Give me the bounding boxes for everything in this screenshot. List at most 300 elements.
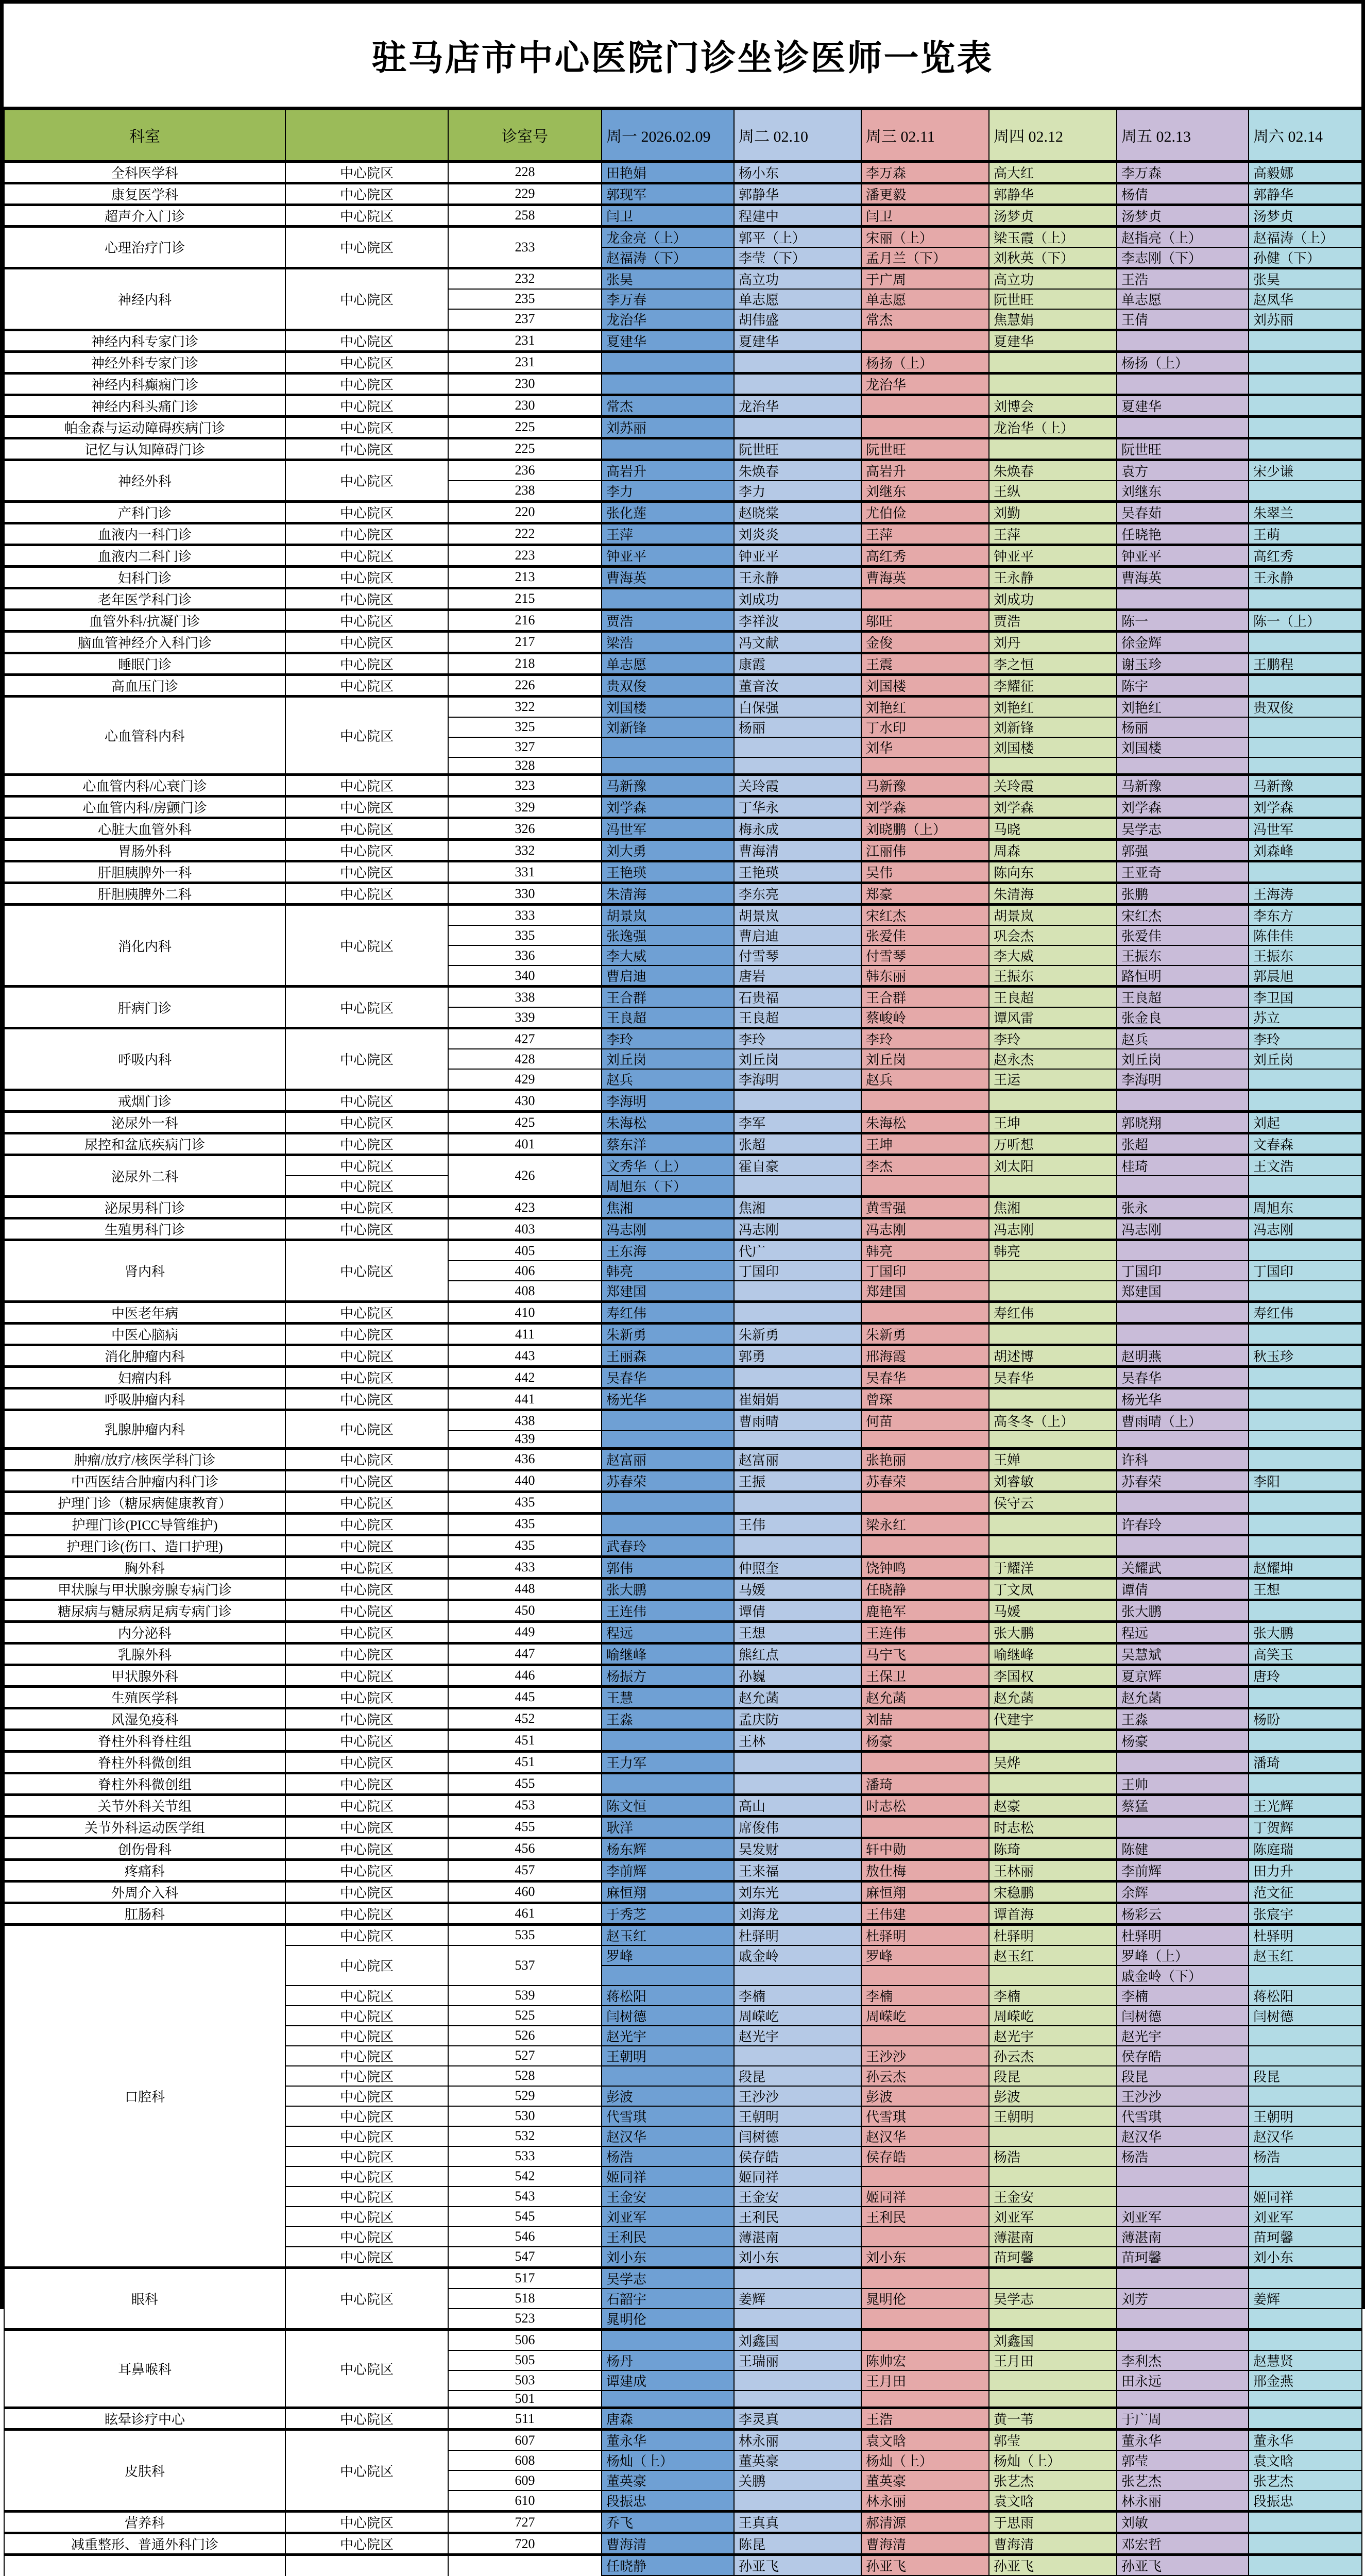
doctor-schedule-cell: 李海明 xyxy=(1117,1069,1249,1090)
campus-cell: 中心院区 xyxy=(285,1155,448,1176)
doctor-schedule-cell: 刘华 xyxy=(861,737,989,757)
table-row xyxy=(4,609,1362,631)
campus-cell: 中心院区 xyxy=(285,1302,448,1324)
doctor-schedule-cell xyxy=(1249,438,1362,460)
doctor-schedule-cell xyxy=(1249,2555,1362,2576)
doctor-schedule-cell: 董英豪 xyxy=(602,2470,734,2490)
campus-cell: 中心院区 xyxy=(285,566,448,588)
campus-cell: 中心院区 xyxy=(285,1388,448,1410)
doctor-schedule-cell: 朱翠兰 xyxy=(1249,501,1362,523)
doctor-schedule-cell: 张逸强 xyxy=(602,925,734,945)
room-number-cell: 335 xyxy=(448,925,602,945)
doctor-schedule-cell: 谭首海 xyxy=(989,1903,1117,1924)
doctor-schedule-cell: 王萍 xyxy=(602,523,734,545)
table-row xyxy=(4,1773,1362,1794)
doctor-schedule-cell: 董英豪 xyxy=(734,2450,861,2470)
doctor-schedule-cell: 薄湛南 xyxy=(1117,2227,1249,2247)
doctor-schedule-cell: 段昆 xyxy=(1117,2066,1249,2086)
doctor-schedule-cell: 唐玲 xyxy=(1249,1665,1362,1686)
doctor-schedule-cell: 王帅 xyxy=(1117,1773,1249,1794)
doctor-schedule-cell: 胡景岚 xyxy=(734,905,861,926)
doctor-schedule-cell: 程建中 xyxy=(734,205,861,226)
table-row xyxy=(4,1448,1362,1470)
doctor-schedule-cell xyxy=(989,2391,1117,2408)
doctor-schedule-cell: 赵允菡 xyxy=(861,1686,989,1708)
doctor-schedule-cell: 关玲霞 xyxy=(734,775,861,796)
doctor-schedule-cell: 姜辉 xyxy=(734,2289,861,2309)
doctor-schedule-cell: 朱海松 xyxy=(602,1112,734,1133)
room-number-cell: 326 xyxy=(448,818,602,840)
doctor-schedule-cell xyxy=(989,1324,1117,1345)
doctor-schedule-cell xyxy=(734,1431,861,1448)
campus-cell: 中心院区 xyxy=(285,2187,448,2207)
campus-cell: 中心院区 xyxy=(285,501,448,523)
room-number-cell: 441 xyxy=(448,1388,602,1410)
doctor-schedule-cell: 邓宏哲 xyxy=(1117,2533,1249,2555)
doctor-schedule-cell: 赵光宇 xyxy=(602,2026,734,2046)
doctor-schedule-cell: 刘丘岗 xyxy=(1249,1049,1362,1069)
room-number-cell: 455 xyxy=(448,1816,602,1838)
doctor-schedule-cell: 王淼 xyxy=(1117,1708,1249,1730)
doctor-schedule-cell xyxy=(1117,416,1249,438)
doctor-schedule-cell xyxy=(1117,1431,1249,1448)
doctor-schedule-cell: 袁文晗 xyxy=(861,2430,989,2451)
doctor-schedule-cell: 冯志刚 xyxy=(602,1218,734,1240)
doctor-schedule-cell: 王振东 xyxy=(989,965,1117,987)
department-cell: 肝胆胰脾外一科 xyxy=(4,861,285,883)
doctor-schedule-cell xyxy=(602,1730,734,1751)
doctor-schedule-cell: 陈宇 xyxy=(1117,674,1249,696)
table-row xyxy=(4,330,1362,351)
doctor-schedule-cell: 宋红杰 xyxy=(1117,905,1249,926)
doctor-schedule-cell: 李前辉 xyxy=(602,1859,734,1881)
doctor-schedule-cell: 晁明伦 xyxy=(861,2289,989,2309)
doctor-schedule-cell: 戚金岭 xyxy=(734,1945,861,1965)
doctor-schedule-cell: 吴春华 xyxy=(989,1367,1117,1388)
doctor-schedule-cell: 刘继东 xyxy=(861,481,989,502)
campus-cell xyxy=(285,2555,448,2576)
doctor-schedule-cell: 郑建国 xyxy=(861,1281,989,1302)
table-row xyxy=(4,268,1362,289)
doctor-schedule-cell xyxy=(861,2309,989,2330)
department-cell: 耳鼻喉科 xyxy=(4,2329,285,2408)
doctor-schedule-cell xyxy=(989,757,1117,775)
doctor-schedule-cell: 段昆 xyxy=(734,2066,861,2086)
doctor-schedule-cell: 刘亚军 xyxy=(602,2207,734,2227)
doctor-schedule-cell: 高立功 xyxy=(734,268,861,289)
doctor-schedule-cell: 陈庭瑞 xyxy=(1249,1838,1362,1859)
doctor-schedule-cell: 侯守云 xyxy=(989,1492,1117,1513)
department-cell: 眩晕诊疗中心 xyxy=(4,2408,285,2430)
doctor-schedule-cell: 杨扬（上） xyxy=(1117,351,1249,373)
doctor-schedule-cell xyxy=(602,2575,734,2576)
department-cell: 心理治疗门诊 xyxy=(4,226,285,268)
doctor-schedule-cell xyxy=(734,2370,861,2391)
campus-cell: 中心院区 xyxy=(285,987,448,1028)
room-number-cell: 332 xyxy=(448,840,602,861)
doctor-schedule-cell: 曹雨晴（上） xyxy=(1117,1410,1249,1431)
doctor-schedule-cell xyxy=(1249,717,1362,737)
campus-cell: 中心院区 xyxy=(285,1816,448,1838)
doctor-schedule-cell: 陈文恒 xyxy=(602,1794,734,1816)
doctor-schedule-cell: 麻恒翔 xyxy=(861,1881,989,1903)
doctor-schedule-cell: 夏京辉 xyxy=(1117,1665,1249,1686)
doctor-schedule-cell: 付雪琴 xyxy=(734,945,861,965)
doctor-schedule-cell: 任晓静 xyxy=(602,2555,734,2576)
campus-cell: 中心院区 xyxy=(285,1881,448,1903)
doctor-schedule-cell: 梁永红 xyxy=(861,1513,989,1535)
doctor-schedule-cell: 宋红杰 xyxy=(861,905,989,926)
room-number-cell: 401 xyxy=(448,1133,602,1155)
doctor-schedule-cell: 刘艳红 xyxy=(989,696,1117,717)
doctor-schedule-cell: 郭伟 xyxy=(602,1556,734,1578)
doctor-schedule-cell: 赵汉华 xyxy=(861,2126,989,2146)
campus-cell: 中心院区 xyxy=(285,588,448,609)
doctor-schedule-cell: 杜驿明 xyxy=(1249,1924,1362,1945)
doctor-schedule-cell: 王良超 xyxy=(602,1007,734,1028)
room-number-cell: 505 xyxy=(448,2350,602,2370)
doctor-schedule-cell: 唐岩 xyxy=(734,965,861,987)
doctor-schedule-cell: 喻继峰 xyxy=(989,1643,1117,1665)
campus-cell: 中心院区 xyxy=(285,1240,448,1302)
doctor-schedule-cell: 薄湛南 xyxy=(989,2227,1117,2247)
doctor-schedule-cell xyxy=(861,2575,989,2576)
table-row xyxy=(4,395,1362,416)
room-number-cell: 408 xyxy=(448,1281,602,1302)
department-cell: 血液内一科门诊 xyxy=(4,523,285,545)
doctor-schedule-cell: 朱焕春 xyxy=(989,460,1117,481)
doctor-schedule-cell: 马新豫 xyxy=(602,775,734,796)
campus-cell: 中心院区 xyxy=(285,1410,448,1449)
doctor-schedule-cell: 李玲 xyxy=(1249,1028,1362,1049)
doctor-schedule-cell: 张艺杰 xyxy=(1249,2470,1362,2490)
department-cell: 帕金森与运动障碍疾病门诊 xyxy=(4,416,285,438)
doctor-schedule-cell: 刘晓鹏（上） xyxy=(861,818,989,840)
doctor-schedule-cell xyxy=(1249,1965,1362,1986)
doctor-schedule-cell: 于思雨 xyxy=(989,2512,1117,2533)
doctor-schedule-cell: 刘学森 xyxy=(989,796,1117,818)
table-row xyxy=(4,1794,1362,1816)
doctor-schedule-cell: 张爱佳 xyxy=(861,925,989,945)
room-number-cell: 542 xyxy=(448,2166,602,2187)
department-cell: 疼痛科 xyxy=(4,1859,285,1881)
doctor-schedule-cell xyxy=(1117,1302,1249,1324)
doctor-schedule-cell: 王合群 xyxy=(602,987,734,1008)
doctor-schedule-cell xyxy=(1249,1535,1362,1556)
department-cell: 创伤骨科 xyxy=(4,1838,285,1859)
doctor-schedule-cell: 曹海清 xyxy=(989,2533,1117,2555)
doctor-schedule-cell: 李楠 xyxy=(1117,1986,1249,2006)
doctor-schedule-cell: 李大威 xyxy=(602,945,734,965)
campus-cell: 中心院区 xyxy=(285,1492,448,1513)
doctor-schedule-cell: 蔡猛 xyxy=(1117,1794,1249,1816)
doctor-schedule-cell: 李东方 xyxy=(1249,905,1362,926)
room-number-cell: 539 xyxy=(448,1986,602,2006)
doctor-schedule-cell: 李国权 xyxy=(989,1665,1117,1686)
doctor-schedule-cell: 寿红伟 xyxy=(989,1302,1117,1324)
table-row xyxy=(4,818,1362,840)
doctor-schedule-cell: 王金安 xyxy=(602,2187,734,2207)
campus-cell: 中心院区 xyxy=(285,1665,448,1686)
doctor-schedule-cell: 席俊伟 xyxy=(734,1816,861,1838)
doctor-schedule-cell: 丁贺辉 xyxy=(1249,1816,1362,1838)
doctor-schedule-cell: 赵指亮（上） xyxy=(1117,226,1249,247)
doctor-schedule-cell xyxy=(1117,1816,1249,1838)
doctor-schedule-cell: 周嵘屹 xyxy=(861,2006,989,2026)
department-cell: 超声介入门诊 xyxy=(4,205,285,226)
campus-cell: 中心院区 xyxy=(285,2066,448,2086)
doctor-schedule-cell: 潘琦 xyxy=(1249,1751,1362,1773)
department-cell: 中医老年病 xyxy=(4,1302,285,1324)
doctor-schedule-cell: 周旭东 xyxy=(1249,1197,1362,1218)
doctor-schedule-cell: 韩东丽 xyxy=(861,965,989,987)
campus-cell: 中心院区 xyxy=(285,1986,448,2006)
table-row xyxy=(4,775,1362,796)
doctor-schedule-cell: 蒋松阳 xyxy=(602,1986,734,2006)
doctor-schedule-cell: 谭风雷 xyxy=(989,1007,1117,1028)
doctor-schedule-cell: 刘森峰 xyxy=(1249,840,1362,861)
doctor-schedule-cell xyxy=(1117,1492,1249,1513)
table-row xyxy=(4,1112,1362,1133)
doctor-schedule-cell xyxy=(1117,757,1249,775)
doctor-schedule-cell: 王萌 xyxy=(1249,523,1362,545)
doctor-schedule-cell: 高山 xyxy=(734,1794,861,1816)
doctor-schedule-cell: 韩亮 xyxy=(861,1240,989,1261)
doctor-schedule-cell: 胡伟盛 xyxy=(734,309,861,330)
doctor-schedule-cell: 张化莲 xyxy=(602,501,734,523)
room-number-cell: 322 xyxy=(448,696,602,717)
doctor-schedule-cell: 轩中勋 xyxy=(861,1838,989,1859)
doctor-schedule-cell: 林永丽 xyxy=(861,2490,989,2512)
doctor-schedule-cell: 朱新勇 xyxy=(602,1324,734,1345)
doctor-schedule-cell: 于耀洋 xyxy=(989,1556,1117,1578)
doctor-schedule-cell: 王金安 xyxy=(989,2187,1117,2207)
doctor-schedule-cell: 何苗 xyxy=(861,1410,989,1431)
room-number-cell: 511 xyxy=(448,2408,602,2430)
doctor-schedule-cell: 崔娟娟 xyxy=(734,1388,861,1410)
doctor-schedule-cell: 李万森 xyxy=(1117,161,1249,183)
doctor-schedule-cell xyxy=(861,330,989,351)
doctor-schedule-cell: 金俊 xyxy=(861,631,989,653)
room-number-cell: 443 xyxy=(448,1345,602,1367)
doctor-schedule-cell xyxy=(602,2066,734,2086)
doctor-schedule-cell xyxy=(734,1965,861,1986)
doctor-schedule-cell: 吴伟 xyxy=(861,861,989,883)
doctor-schedule-cell: 王艳瑛 xyxy=(734,861,861,883)
doctor-schedule-cell xyxy=(1249,1410,1362,1431)
doctor-schedule-cell xyxy=(602,1492,734,1513)
doctor-schedule-cell: 高毅娜 xyxy=(1249,161,1362,183)
doctor-schedule-cell xyxy=(602,1773,734,1794)
campus-cell: 中心院区 xyxy=(285,840,448,861)
doctor-schedule-cell: 孙亚飞 xyxy=(989,2555,1117,2576)
doctor-schedule-cell xyxy=(602,1965,734,1986)
table-row xyxy=(4,1028,1362,1049)
doctor-schedule-cell: 王连伟 xyxy=(602,1600,734,1621)
department-cell: 关节外科关节组 xyxy=(4,1794,285,1816)
doctor-schedule-cell: 孙云杰 xyxy=(861,2066,989,2086)
doctor-schedule-cell: 时志松 xyxy=(989,1816,1117,1838)
doctor-schedule-cell: 王振 xyxy=(734,1470,861,1492)
doctor-schedule-cell: 单志愿 xyxy=(734,289,861,309)
room-number-cell: 236 xyxy=(448,460,602,481)
doctor-schedule-cell: 李灵真 xyxy=(734,2408,861,2430)
doctor-schedule-cell: 许科 xyxy=(1117,1448,1249,1470)
doctor-schedule-cell: 王淼 xyxy=(602,1708,734,1730)
doctor-schedule-cell: 宋丽（上） xyxy=(861,226,989,247)
room-number-cell: 428 xyxy=(448,1049,602,1069)
doctor-schedule-cell: 程远 xyxy=(1117,1621,1249,1643)
doctor-schedule-cell: 胡景岚 xyxy=(602,905,734,926)
department-cell: 血液内二科门诊 xyxy=(4,545,285,566)
doctor-schedule-cell: 赵永杰 xyxy=(989,1049,1117,1069)
doctor-schedule-cell: 曾琛 xyxy=(861,1388,989,1410)
department-cell: 老年医学科门诊 xyxy=(4,588,285,609)
table-row xyxy=(4,1816,1362,1838)
doctor-schedule-cell: 饶钟鸣 xyxy=(861,1556,989,1578)
room-number-cell: 455 xyxy=(448,1773,602,1794)
table-row xyxy=(4,1492,1362,1513)
doctor-schedule-cell: 林永丽 xyxy=(734,2430,861,2451)
doctor-schedule-cell: 朱清海 xyxy=(602,883,734,905)
table-row xyxy=(4,416,1362,438)
doctor-schedule-cell: 刘小东 xyxy=(861,2247,989,2268)
campus-cell: 中心院区 xyxy=(285,373,448,395)
campus-cell: 中心院区 xyxy=(285,861,448,883)
doctor-schedule-cell: 宋稳鹏 xyxy=(989,1881,1117,1903)
room-number-cell: 327 xyxy=(448,737,602,757)
doctor-schedule-cell xyxy=(734,2267,861,2289)
doctor-schedule-cell: 杨灿（上） xyxy=(989,2450,1117,2470)
table-row xyxy=(4,1686,1362,1708)
campus-cell: 中心院区 xyxy=(285,330,448,351)
doctor-schedule-cell: 蔡峻岭 xyxy=(861,1007,989,1028)
doctor-schedule-cell xyxy=(734,351,861,373)
doctor-schedule-cell: 梁浩 xyxy=(602,631,734,653)
doctor-schedule-cell: 赵豪 xyxy=(989,1794,1117,1816)
doctor-schedule-cell xyxy=(602,351,734,373)
doctor-schedule-cell: 赵汉华 xyxy=(1249,2126,1362,2146)
doctor-schedule-cell: 石韶宇 xyxy=(602,2289,734,2309)
doctor-schedule-cell: 刘国楼 xyxy=(1117,737,1249,757)
doctor-schedule-cell: 郑建国 xyxy=(602,1281,734,1302)
doctor-schedule-cell xyxy=(989,2575,1117,2576)
room-number-cell: 532 xyxy=(448,2126,602,2146)
doctor-schedule-cell: 李万森 xyxy=(861,161,989,183)
table-row xyxy=(4,1324,1362,1345)
table-row xyxy=(4,588,1362,609)
doctor-schedule-cell: 杨丹 xyxy=(602,2350,734,2370)
doctor-schedule-cell: 代广 xyxy=(734,1240,861,1261)
table-row xyxy=(4,1859,1362,1881)
doctor-schedule-cell: 冯志刚 xyxy=(734,1218,861,1240)
doctor-schedule-cell: 文秀华（上） xyxy=(602,1155,734,1176)
doctor-schedule-cell xyxy=(1249,1176,1362,1197)
doctor-schedule-cell: 彭波 xyxy=(989,2086,1117,2106)
header-wednesday: 周三 02.11 xyxy=(861,110,989,161)
doctor-schedule-cell: 王真真 xyxy=(734,2512,861,2533)
department-cell: 内分泌科 xyxy=(4,1621,285,1643)
doctor-schedule-cell: 李楠 xyxy=(989,1986,1117,2006)
doctor-schedule-cell: 王光辉 xyxy=(1249,1794,1362,1816)
doctor-schedule-cell: 闫卫 xyxy=(602,205,734,226)
table-row xyxy=(4,1751,1362,1773)
department-cell: 血管外科/抗凝门诊 xyxy=(4,609,285,631)
doctor-schedule-cell: 龙治华 xyxy=(602,309,734,330)
doctor-schedule-cell xyxy=(1249,1513,1362,1535)
doctor-schedule-cell: 夏建华 xyxy=(602,330,734,351)
table-row xyxy=(4,1578,1362,1600)
department-cell: 神经内科专家门诊 xyxy=(4,330,285,351)
doctor-schedule-cell: 蒋松阳 xyxy=(1249,1986,1362,2006)
doctor-schedule-cell: 汤梦贞 xyxy=(1117,205,1249,226)
doctor-schedule-cell: 刘成功 xyxy=(734,588,861,609)
doctor-schedule-cell: 曹雨晴 xyxy=(734,1410,861,1431)
doctor-schedule-cell: 马新豫 xyxy=(1117,775,1249,796)
room-number-cell: 427 xyxy=(448,1028,602,1049)
campus-cell: 中心院区 xyxy=(285,1621,448,1643)
room-number-cell: 230 xyxy=(448,395,602,416)
doctor-schedule-cell xyxy=(989,1513,1117,1535)
doctor-schedule-cell: 耿洋 xyxy=(602,1816,734,1838)
doctor-schedule-cell xyxy=(1249,861,1362,883)
campus-cell: 中心院区 xyxy=(285,2086,448,2106)
doctor-schedule-cell: 王力军 xyxy=(602,1751,734,1773)
doctor-schedule-cell xyxy=(861,2329,989,2350)
doctor-schedule-cell: 李力 xyxy=(734,481,861,502)
campus-cell: 中心院区 xyxy=(285,1578,448,1600)
doctor-schedule-cell: 刘苏丽 xyxy=(1249,309,1362,330)
campus-cell: 中心院区 xyxy=(285,351,448,373)
room-number-cell: 423 xyxy=(448,1197,602,1218)
doctor-schedule-cell: 王月田 xyxy=(861,2370,989,2391)
doctor-schedule-cell: 李东亮 xyxy=(734,883,861,905)
table-row xyxy=(4,1556,1362,1578)
doctor-schedule-cell xyxy=(1249,1281,1362,1302)
doctor-schedule-cell: 苗珂馨 xyxy=(989,2247,1117,2268)
room-number-cell: 237 xyxy=(448,309,602,330)
doctor-schedule-cell xyxy=(602,2329,734,2350)
table-row xyxy=(4,1924,1362,1945)
campus-cell: 中心院区 xyxy=(285,696,448,775)
department-cell: 尿控和盆底疾病门诊 xyxy=(4,1133,285,1155)
doctor-schedule-cell xyxy=(861,1535,989,1556)
campus-cell: 中心院区 xyxy=(285,1448,448,1470)
doctor-schedule-cell: 朱清海 xyxy=(989,883,1117,905)
doctor-schedule-cell xyxy=(734,2575,861,2576)
doctor-schedule-cell: 姬同祥 xyxy=(861,2187,989,2207)
doctor-schedule-cell: 乔飞 xyxy=(602,2512,734,2533)
doctor-schedule-cell xyxy=(734,2391,861,2408)
campus-cell: 中心院区 xyxy=(285,2207,448,2227)
doctor-schedule-cell: 刘成功 xyxy=(989,588,1117,609)
doctor-schedule-cell: 汤梦贞 xyxy=(1249,205,1362,226)
doctor-schedule-cell: 杨浩 xyxy=(1117,2146,1249,2166)
room-number-cell: 610 xyxy=(448,2490,602,2512)
department-cell: 胸外科 xyxy=(4,1556,285,1578)
room-number-cell: 340 xyxy=(448,965,602,987)
doctor-schedule-cell xyxy=(734,1773,861,1794)
doctor-schedule-cell: 郭平（上） xyxy=(734,226,861,247)
doctor-schedule-cell: 冯志刚 xyxy=(989,1218,1117,1240)
doctor-schedule-cell: 王婵 xyxy=(989,1448,1117,1470)
room-number-cell: 226 xyxy=(448,674,602,696)
department-cell: 神经外科 xyxy=(4,460,285,501)
doctor-schedule-cell: 彭波 xyxy=(861,2086,989,2106)
doctor-schedule-cell: 冯志刚 xyxy=(861,1218,989,1240)
campus-cell: 中心院区 xyxy=(285,460,448,501)
doctor-schedule-cell xyxy=(1249,1730,1362,1751)
